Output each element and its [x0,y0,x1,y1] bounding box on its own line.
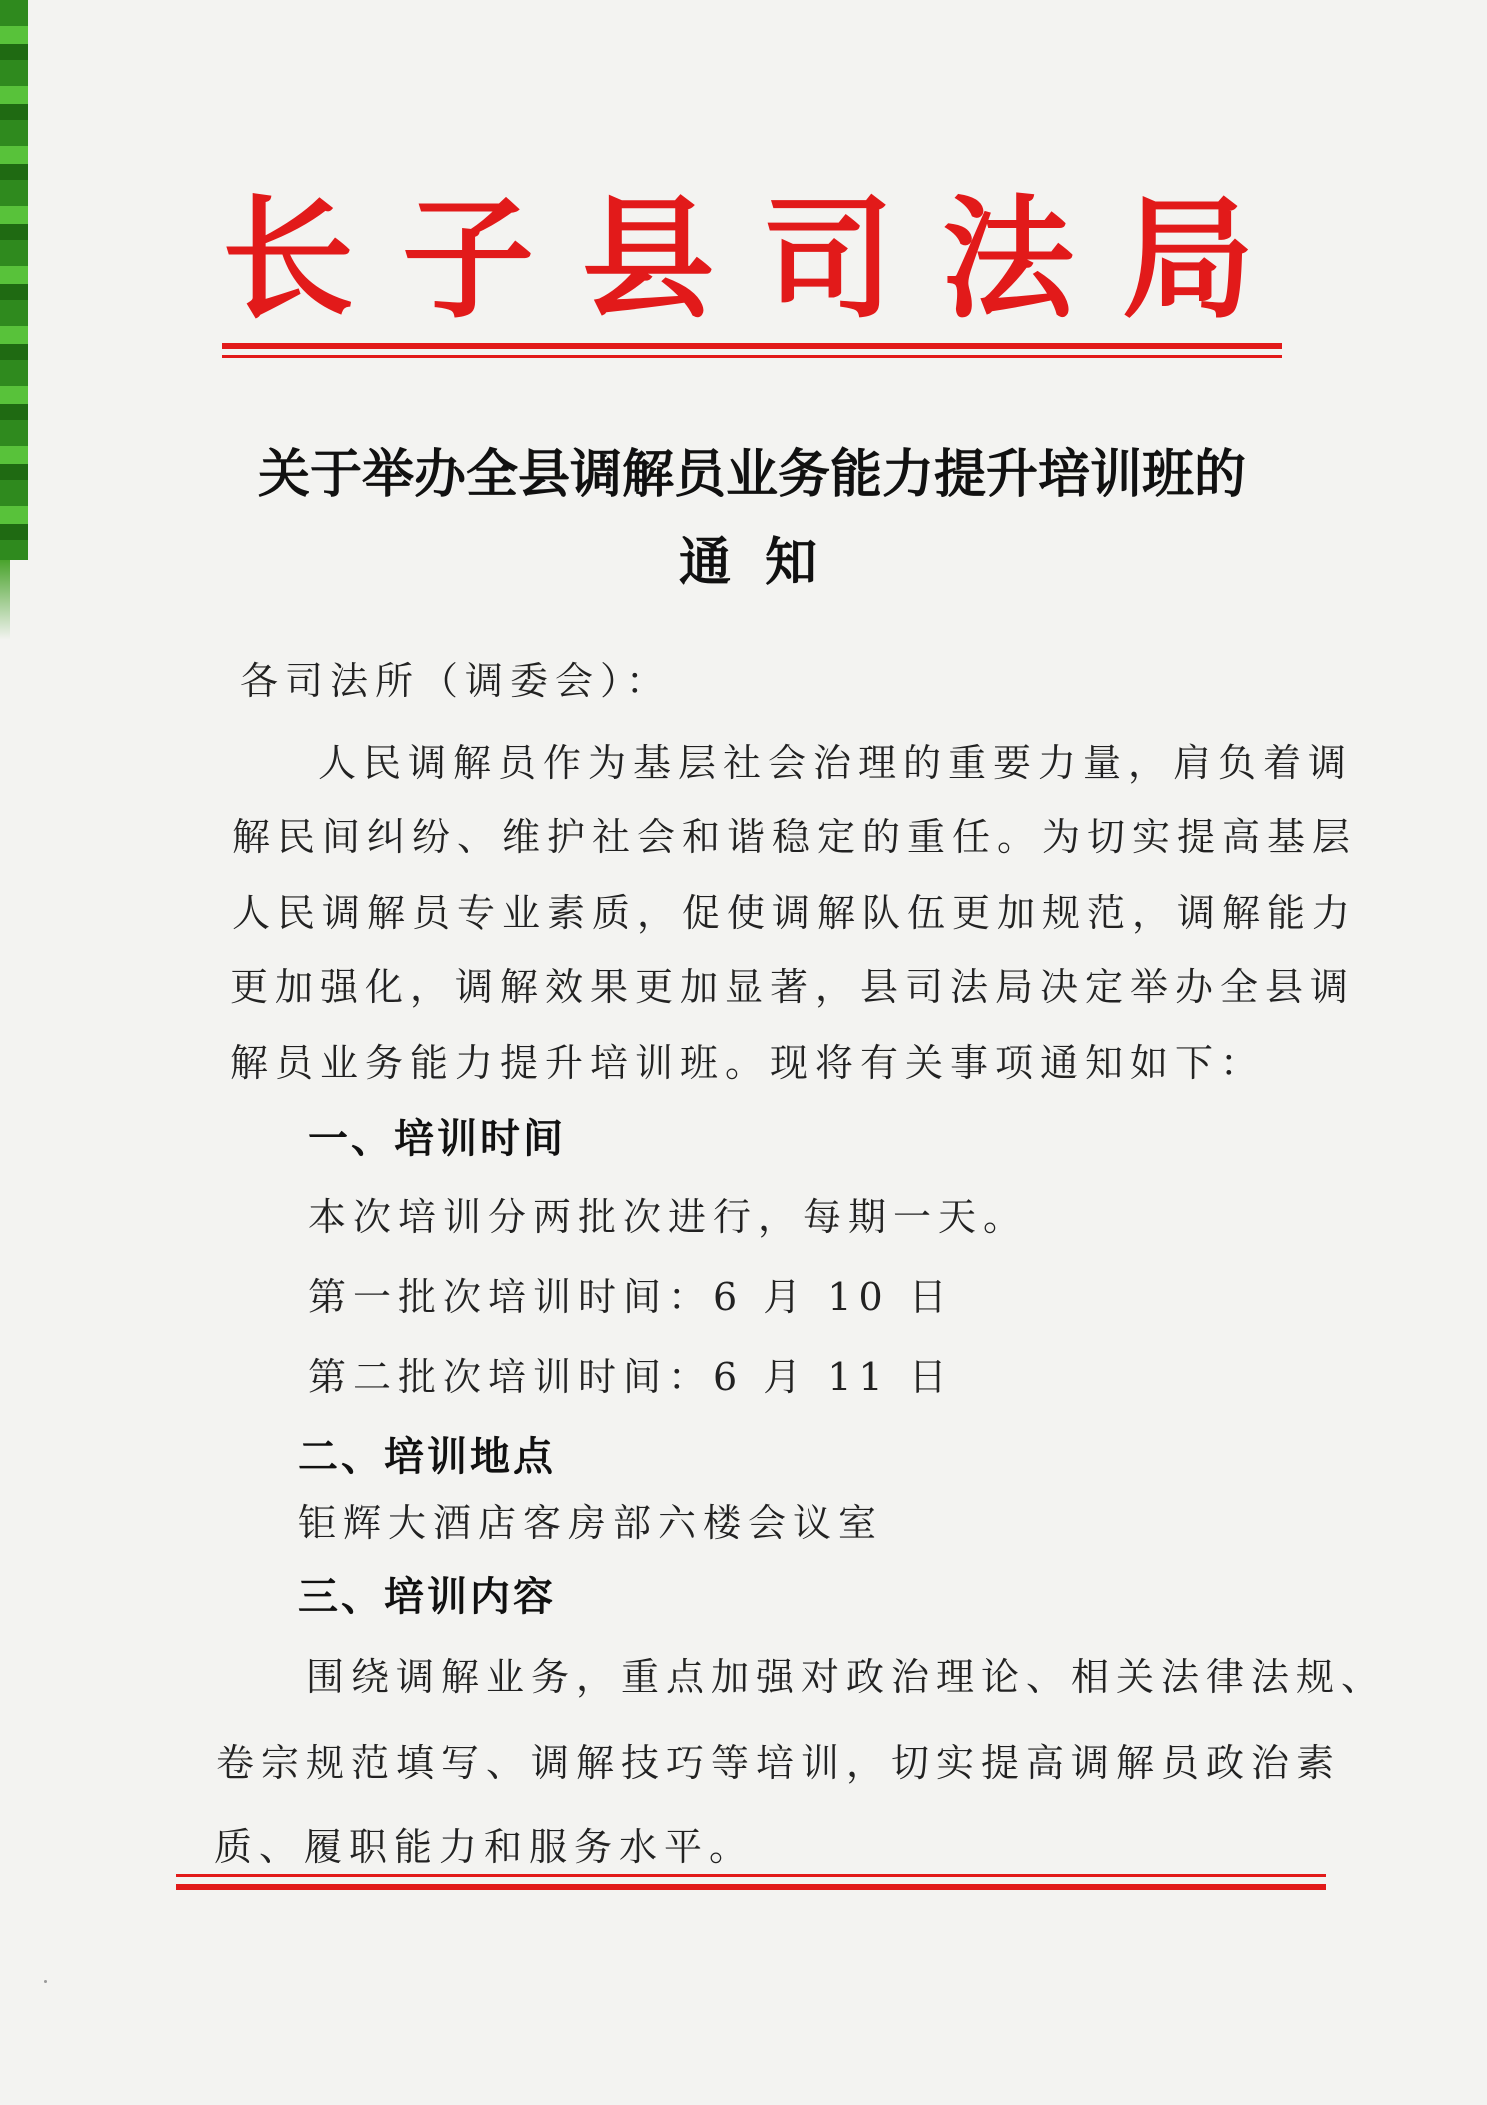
notice-title-line1: 关于举办全县调解员业务能力提升培训班的 [257,444,1246,505]
section1-line-1: 本次培训分两批次进行，每期一天。 [308,1195,1029,1239]
section3-heading: 三、培训内容 [298,1574,556,1620]
section3-line-2: 卷宗规范填写、调解技巧等培训，切实提高调解员政治素 [216,1741,1342,1785]
section2-heading: 二、培训地点 [298,1434,556,1480]
intro-line-5: 解员业务能力提升培训班。现将有关事项通知如下： [230,1041,1266,1085]
footer-rule-thick [176,1884,1326,1890]
section3-line-3: 质、履职能力和服务水平。 [214,1825,755,1869]
intro-line-4: 更加强化，调解效果更加显著，县司法局决定举办全县调 [230,965,1356,1009]
intro-line-3: 人民调解员专业素质，促使调解队伍更加规范，调解能力 [232,891,1358,935]
section1-heading: 一、培训时间 [308,1116,566,1162]
notice-title-line2: 通 知 [678,532,826,593]
salutation: 各司法所（调委会）： [240,659,672,703]
paper-speck [44,1980,47,1983]
section1-line-3: 第二批次培训时间：6 月 11 日 [308,1355,954,1399]
section3-line-1: 围绕调解业务，重点加强对政治理论、相关法律法规、 [306,1655,1387,1699]
letterhead-rule-bottom [222,355,1282,358]
intro-line-2: 解民间纠纷、维护社会和谐稳定的重任。为切实提高基层 [232,815,1358,859]
letterhead-org-name: 长子县司法局 [222,182,1302,337]
letterhead-rule-top [222,343,1282,349]
section1-line-2: 第一批次培训时间：6 月 10 日 [308,1275,954,1319]
footer-rule-thin [176,1874,1326,1877]
intro-line-1: 人民调解员作为基层社会治理的重要力量，肩负着调 [318,741,1354,785]
section2-line-1: 钜辉大酒店客房部六楼会议室 [298,1501,884,1545]
